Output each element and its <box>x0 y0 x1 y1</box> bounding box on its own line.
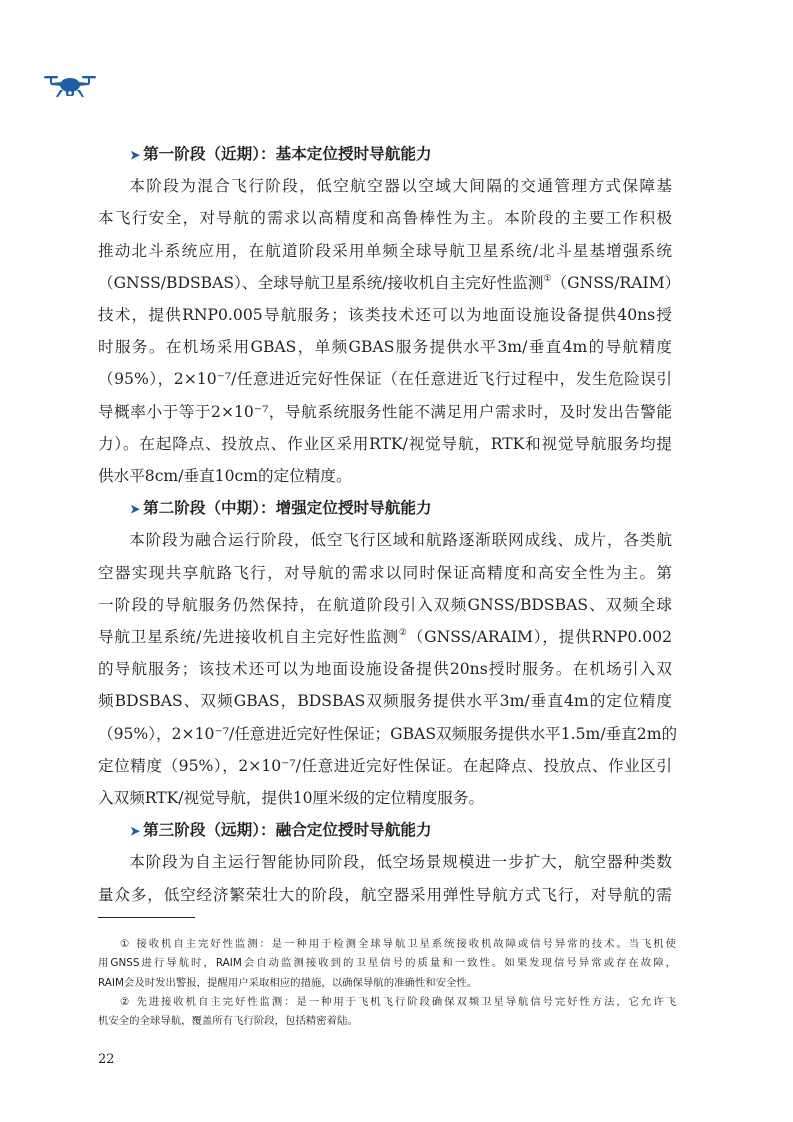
paragraph-line: （95%），2×10⁻⁷/任意进近完好性保证（在任意进近飞行过程中，发生危险误引 <box>98 370 672 389</box>
paragraph-line: 力）。在起降点、投放点、作业区采用RTK/视觉导航，RTK和视觉导航服务均提 <box>98 434 672 453</box>
footnote-line: 用GNSS进行导航时，RAIM会自动监测接收到的卫星信号的质量和一致性。如果发现信号异常或存在故障， <box>98 957 676 970</box>
paragraph-line: 量众多，低空经济繁荣壮大的阶段，航空器采用弹性导航方式飞行，对导航的需 <box>98 885 672 904</box>
paragraph-line: 入双频RTK/视觉导航，提供10厘米级的定位精度服务。 <box>98 789 485 808</box>
paragraph-line: 供水平8cm/垂直10cm的定位精度。 <box>98 467 352 486</box>
paragraph-line: 本阶段为融合运行阶段，低空飞行区域和航路逐渐联网成线、成片，各类航 <box>129 531 672 550</box>
paragraph-line: 本阶段为混合飞行阶段，低空航空器以空域大间隔的交通管理方式保障基 <box>129 177 672 196</box>
paragraph-line: 导概率小于等于2×10⁻⁷，导航系统服务性能不满足用户需求时，及时发出告警能 <box>98 402 672 421</box>
footnotes <box>98 935 676 1031</box>
section-heading-text: 第一阶段（近期）：基本定位授时导航能力 <box>143 144 432 163</box>
paragraph-line: 本飞行安全，对导航的需求以高精度和高鲁棒性为主。本阶段的主要工作积极 <box>98 209 672 228</box>
paragraph-line: （95%），2×10⁻⁷/任意进近完好性保证；GBAS双频服务提供水平1.5m/垂直2m的 <box>98 724 678 743</box>
section-heading <box>98 492 672 524</box>
arrow-bullet-icon: ➤ <box>130 502 141 517</box>
section-heading-text: 第二阶段（中期）：增强定位授时导航能力 <box>143 498 432 518</box>
paragraph-line: 时服务。在机场采用GBAS，单频GBAS服务提供水平3m/垂直4m的导航精度 <box>98 338 672 357</box>
section-heading <box>98 814 672 846</box>
paragraph-line: 技术，提供RNP0.005导航服务；该类技术还可以为地面设施设备提供40ns授 <box>98 306 672 324</box>
paragraph-line: 空器实现共享航路飞行，对导航的需求以同时保证高精度和高安全性为主。第 <box>98 563 672 582</box>
footnote-line: RAIM会及时发出警报，提醒用户采取相应的措施，以确保导航的准确性和安全性。 <box>98 976 478 989</box>
footnote <box>98 993 676 1032</box>
footnote-divider <box>98 917 195 918</box>
section-heading-text: 第三阶段（远期）：融合定位授时导航能力 <box>143 820 432 840</box>
paragraph-line: （GNSS/BDSBAS）、全球导航卫星系统/接收机自主完好性监测①（GNSS/RAIM） <box>98 273 681 292</box>
body-paragraph <box>98 170 681 492</box>
paragraph-line: 定位精度（95%），2×10⁻⁷/任意进近完好性保证。在起降点、投放点、作业区引 <box>98 756 672 775</box>
paragraph-line: 推动北斗系统应用，在航道阶段采用单频全球导航卫星系统/北斗星基增强系统 <box>98 241 672 260</box>
footnote-line: 机安全的全球导航，覆盖所有飞行阶段，包括精密着陆。 <box>98 1015 358 1028</box>
main-content <box>98 138 681 911</box>
arrow-bullet-icon: ➤ <box>130 824 141 839</box>
paragraph-line: 频BDSBAS、双频GBAS，BDSBAS双频服务提供水平3m/垂直4m的定位精度 <box>98 692 672 711</box>
body-paragraph <box>98 524 678 814</box>
section-heading <box>98 138 672 170</box>
footnote-marker: ① <box>543 273 552 284</box>
paragraph-line: 一阶段的导航服务仍然保持，在航道阶段引入双频GNSS/BDSBAS、双频全球 <box>98 595 672 614</box>
body-paragraph <box>98 846 672 910</box>
page-number: 22 <box>98 1052 115 1067</box>
footnote-line: ② 先进接收机自主完好性监测：是一种用于飞机飞行阶段确保双频卫星导航信号完好性方法，它允许飞 <box>120 995 676 1008</box>
footnote <box>98 935 676 993</box>
arrow-bullet-icon: ➤ <box>130 148 141 162</box>
paragraph-line: 的导航服务；该技术还可以为地面设施设备提供20ns授时服务。在机场引入双 <box>98 660 672 679</box>
paragraph-line: 导航卫星系统/先进接收机自主完好性监测②（GNSS/ARAIM），提供RNP0.002 <box>98 627 672 647</box>
footnote-line: ① 接收机自主完好性监测：是一种用于检测全球导航卫星系统接收机故障或信号异常的技术。当飞机使 <box>120 938 676 950</box>
footnote-marker: ② <box>398 627 408 638</box>
drone-icon <box>42 70 98 104</box>
paragraph-line: 本阶段为自主运行智能协同阶段，低空场景规模进一步扩大，航空器种类数 <box>129 853 672 872</box>
